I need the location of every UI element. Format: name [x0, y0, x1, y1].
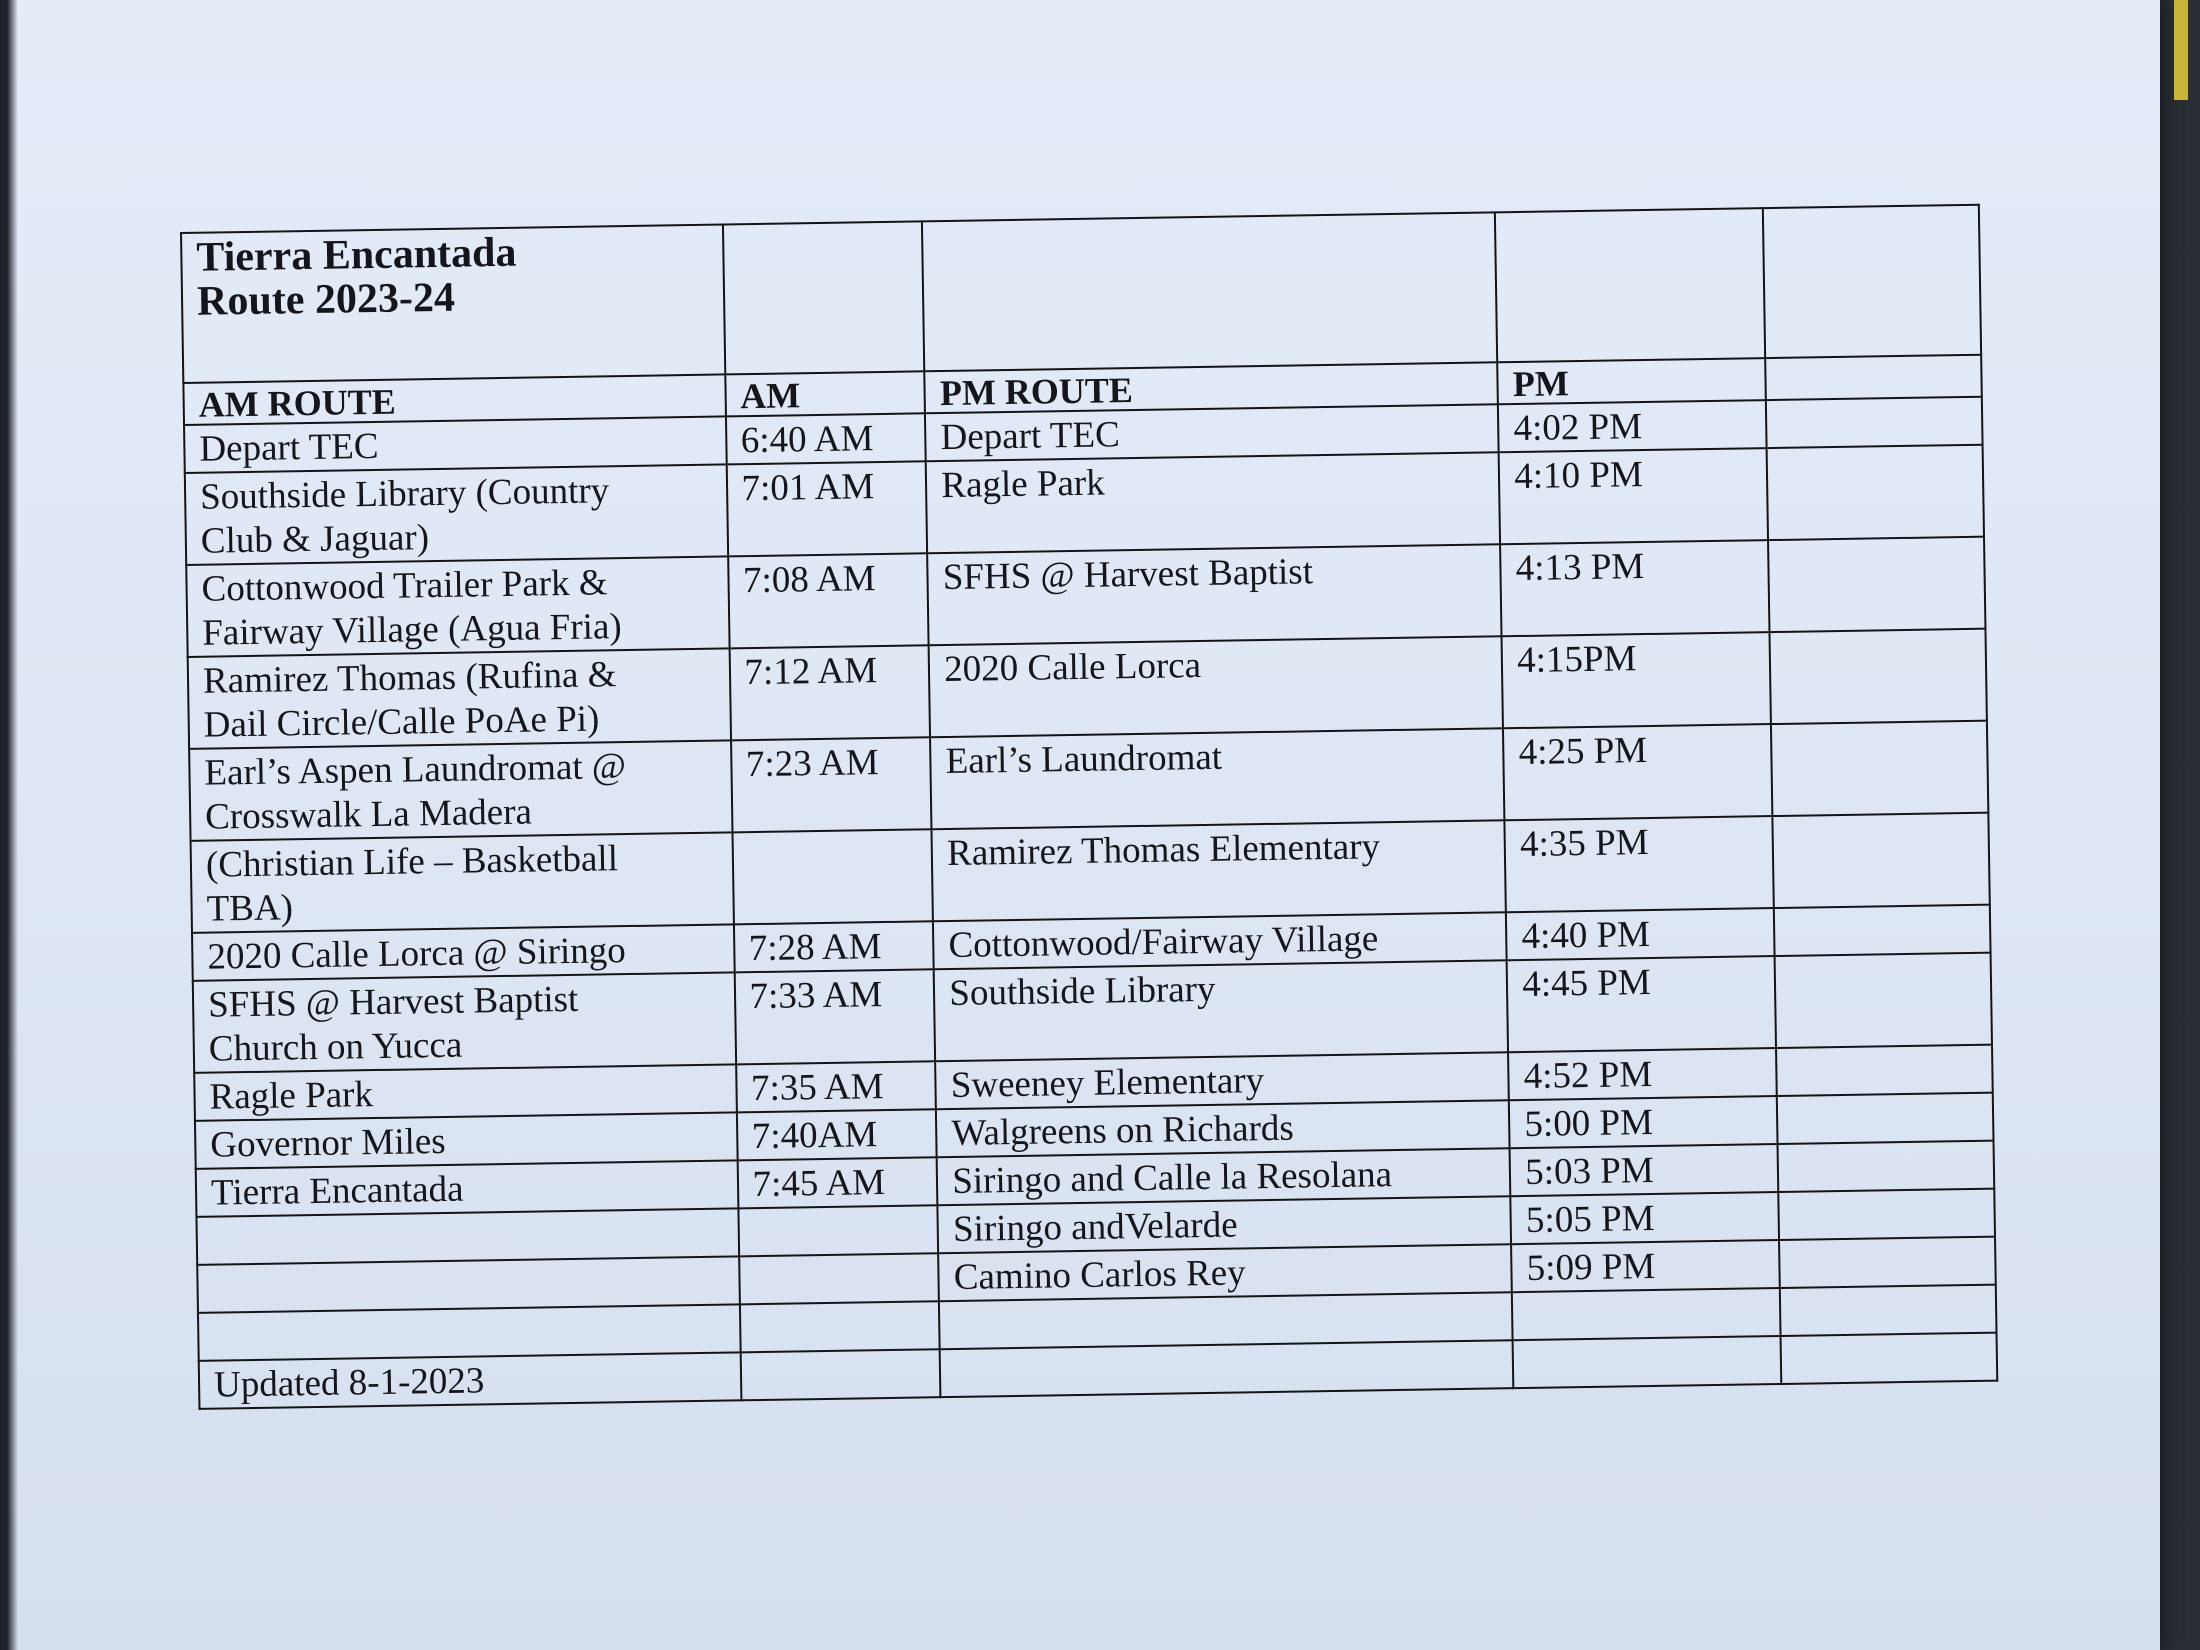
pm-stop: Camino Carlos Rey — [938, 1244, 1512, 1301]
pm-time: 5:03 PM — [1510, 1144, 1779, 1196]
updated-date: Updated 8-1-2023 — [199, 1352, 741, 1408]
empty-cell — [1768, 537, 1985, 632]
pm-stop: Siringo andVelarde — [938, 1196, 1512, 1253]
am-stop: Southside Library (Country Club & Jaguar) — [185, 464, 728, 564]
am-time: 7:45 AM — [737, 1157, 937, 1208]
empty-cell — [1773, 813, 1990, 908]
pm-time: 5:00 PM — [1509, 1096, 1778, 1148]
pm-time: 5:09 PM — [1511, 1240, 1780, 1292]
empty-cell — [1779, 1237, 1995, 1288]
empty-cell — [1766, 355, 1982, 400]
empty-cell — [1776, 1045, 1992, 1096]
header-am-route: AM ROUTE — [183, 374, 725, 425]
am-time: 7:12 AM — [729, 645, 930, 740]
empty-cell — [1780, 1285, 1996, 1336]
empty-cell — [1495, 208, 1765, 362]
yellow-folder-tab — [2174, 0, 2188, 100]
header-pm: PM — [1498, 358, 1767, 404]
am-stop: Earl’s Aspen Laundromat @ Crosswalk La Madera — [189, 740, 732, 840]
am-time — [739, 1253, 939, 1304]
pm-time — [1512, 1288, 1781, 1340]
empty-cell — [1779, 1189, 1995, 1240]
am-stop — [197, 1256, 739, 1312]
empty-cell — [1774, 905, 1990, 956]
title-row — [181, 205, 1981, 383]
empty-cell — [1781, 1333, 1997, 1384]
route-table — [180, 204, 1998, 1410]
pm-stop: SFHS @ Harvest Baptist — [927, 544, 1501, 645]
empty-cell — [722, 221, 924, 374]
am-stop: Ragle Park — [194, 1064, 736, 1120]
empty-cell — [1763, 205, 1981, 358]
pm-stop: 2020 Calle Lorca — [929, 636, 1503, 737]
pm-stop: Ragle Park — [926, 452, 1500, 553]
pm-time: 4:25 PM — [1503, 724, 1773, 820]
am-stop — [198, 1304, 740, 1360]
pm-time: 5:05 PM — [1511, 1192, 1780, 1244]
am-time: 7:28 AM — [733, 921, 933, 972]
am-time — [732, 829, 933, 924]
empty-cell — [922, 212, 1497, 371]
am-time: 7:08 AM — [728, 553, 929, 648]
empty-cell — [1771, 721, 1988, 816]
pm-stop: Southside Library — [934, 960, 1508, 1061]
pm-stop: Ramirez Thomas Elementary — [932, 820, 1506, 921]
schedule-title — [181, 224, 725, 382]
am-time: 7:35 AM — [736, 1061, 936, 1112]
empty-cell — [740, 1349, 940, 1400]
am-time — [739, 1301, 939, 1352]
am-stop — [196, 1208, 738, 1264]
empty-cell — [1770, 629, 1987, 724]
title-line-2: Route 2023-24 — [196, 274, 456, 325]
empty-cell — [1766, 397, 1982, 448]
empty-cell — [1778, 1141, 1994, 1192]
paper-left-shadow — [0, 0, 18, 1650]
am-time: 7:33 AM — [734, 969, 935, 1064]
am-time — [738, 1205, 938, 1256]
header-am: AM — [725, 371, 925, 416]
am-stop: Ramirez Thomas (Rufina & Dail Circle/Calle PoAe Pi) — [188, 648, 731, 748]
empty-cell — [1513, 1336, 1782, 1388]
pm-time: 4:52 PM — [1508, 1048, 1777, 1100]
pm-stop: Sweeney Elementary — [935, 1052, 1509, 1109]
empty-cell — [940, 1340, 1514, 1397]
pm-time: 4:35 PM — [1505, 816, 1775, 912]
empty-cell — [1777, 1093, 1993, 1144]
pm-time: 4:13 PM — [1500, 540, 1770, 636]
am-time: 6:40 AM — [725, 413, 925, 464]
empty-cell — [1775, 953, 1992, 1048]
am-stop: Tierra Encantada — [196, 1160, 738, 1216]
am-stop: Depart TEC — [184, 416, 726, 472]
pm-stop: Walgreens on Richards — [936, 1100, 1510, 1157]
route-schedule — [180, 204, 1998, 1410]
empty-cell — [1767, 445, 1984, 540]
am-time: 7:40AM — [736, 1109, 936, 1160]
am-time: 7:01 AM — [726, 461, 927, 556]
am-stop: 2020 Calle Lorca @ Siringo — [192, 924, 734, 980]
pm-stop: Siringo and Calle la Resolana — [937, 1148, 1511, 1205]
am-stop: Cottonwood Trailer Park & Fairway Village (Agua Fria) — [186, 556, 729, 656]
pm-time: 4:45 PM — [1507, 956, 1777, 1052]
pm-time: 4:02 PM — [1498, 400, 1767, 452]
pm-stop: Cottonwood/Fairway Village — [933, 912, 1507, 969]
pm-stop: Earl’s Laundromat — [930, 728, 1504, 829]
am-stop: Governor Miles — [195, 1112, 737, 1168]
am-stop: (Christian Life – Basketball TBA) — [191, 832, 734, 932]
header-pm-route: PM ROUTE — [925, 362, 1499, 413]
pm-time: 4:40 PM — [1506, 908, 1775, 960]
am-time: 7:23 AM — [731, 737, 932, 832]
title-line-1: Tierra Encantada — [196, 229, 517, 281]
pm-time: 4:10 PM — [1499, 448, 1769, 544]
am-stop: SFHS @ Harvest Baptist Church on Yucca — [193, 972, 736, 1072]
pm-time: 4:15PM — [1502, 632, 1772, 728]
pm-stop: Depart TEC — [925, 404, 1499, 461]
